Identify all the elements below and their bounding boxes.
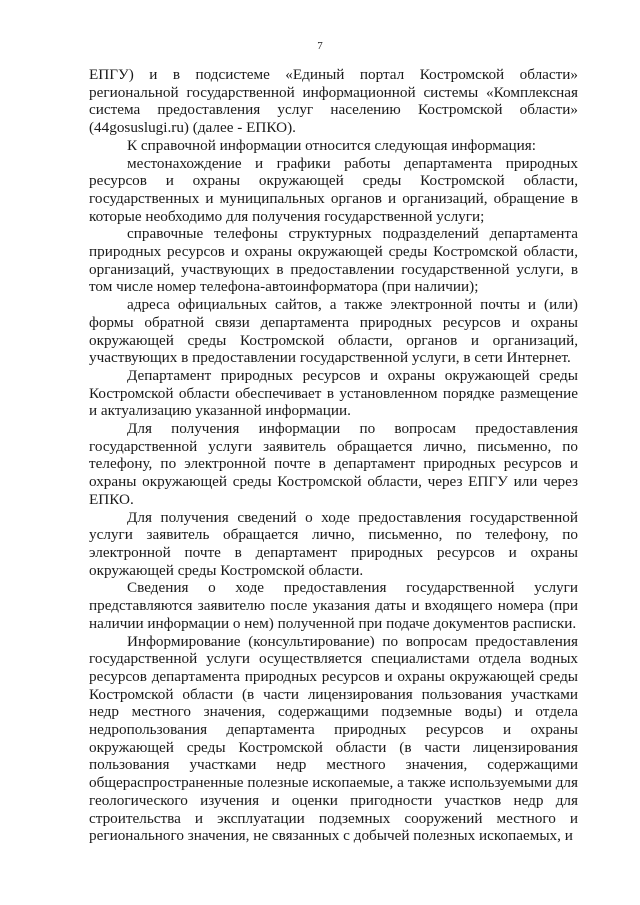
paragraph-progress-details: Сведения о ходе предоставления государственной услуги представляются заявителю после указания даты и входящего номера (при наличии информации о нем) полученной при подаче документов расписки.	[89, 579, 578, 632]
paragraph-reference-phones: справочные телефоны структурных подразделений департамента природных ресурсов и охраны окружающей среды Костромской области, организаций, участвующих в предоставлении государственной услуги, в том числе номер телефона-автоинформатора (при наличии);	[89, 225, 578, 296]
document-body	[89, 66, 578, 845]
paragraph-info-placement: Департамент природных ресурсов и охраны окружающей среды Костромской области обеспечивает в установленном порядке размещение и актуализацию указанной информации.	[89, 366, 578, 420]
paragraph-consulting: Информирование (консультирование) по вопросам предоставления государственной услуги осуществляется специалистами отдела водных ресурсов департамента природных ресурсов и охраны окружающей среды Костромской области (в части лицензирования пользования участками недр местного значения, содержащими подземные воды) и отдела недропользования департамента природных ресурсов и охраны окружающей среды Костромской области (в части лицензирования пользования участками недр местного значения, содержащими общераспространенные полезные ископаемые, а также используемыми для геологического изучения и оценки пригодности участков недр для строительства и эксплуатации подземных сооружений местного и регионального значения, не связанных с добычей полезных ископаемых, и	[89, 632, 578, 845]
paragraph-locations-schedules: местонахождение и графики работы департамента природных ресурсов и охраны окружающей среды Костромской области, государственных и муниципальных органов и организаций, обращение в которые необходимо для получения государственной услуги;	[89, 154, 578, 225]
paragraph-continuation: ЕПГУ) и в подсистеме «Единый портал Костромской области» региональной государственной информационной системы «Комплексная система предоставления услуг населению Костромской области» (44gosuslugi.ru) (далее - ЕПКО).	[89, 66, 578, 137]
paragraph-reference-info-intro: К справочной информации относится следующая информация:	[127, 136, 537, 154]
paragraph-progress-info: Для получения сведений о ходе предоставления государственной услуги заявитель обращается лично, письменно, по телефону, по электронной почте в департамент природных ресурсов и охраны окружающей среды Костромской области.	[89, 508, 578, 579]
page-number: 7	[317, 40, 323, 52]
paragraph-websites-email: адреса официальных сайтов, а также электронной почты и (или) формы обратной связи департамента природных ресурсов и охраны окружающей среды Костромской области, органов и организаций, участвующих в предоставлении государственной услуги, в сети Интернет.	[89, 296, 578, 367]
paragraph-obtaining-info: Для получения информации по вопросам предоставления государственной услуги заявитель обращается лично, письменно, по телефону, по электронной почте в департамент природных ресурсов и охраны окружающей среды Костромской области, через ЕПГУ или через ЕПКО.	[89, 420, 578, 508]
